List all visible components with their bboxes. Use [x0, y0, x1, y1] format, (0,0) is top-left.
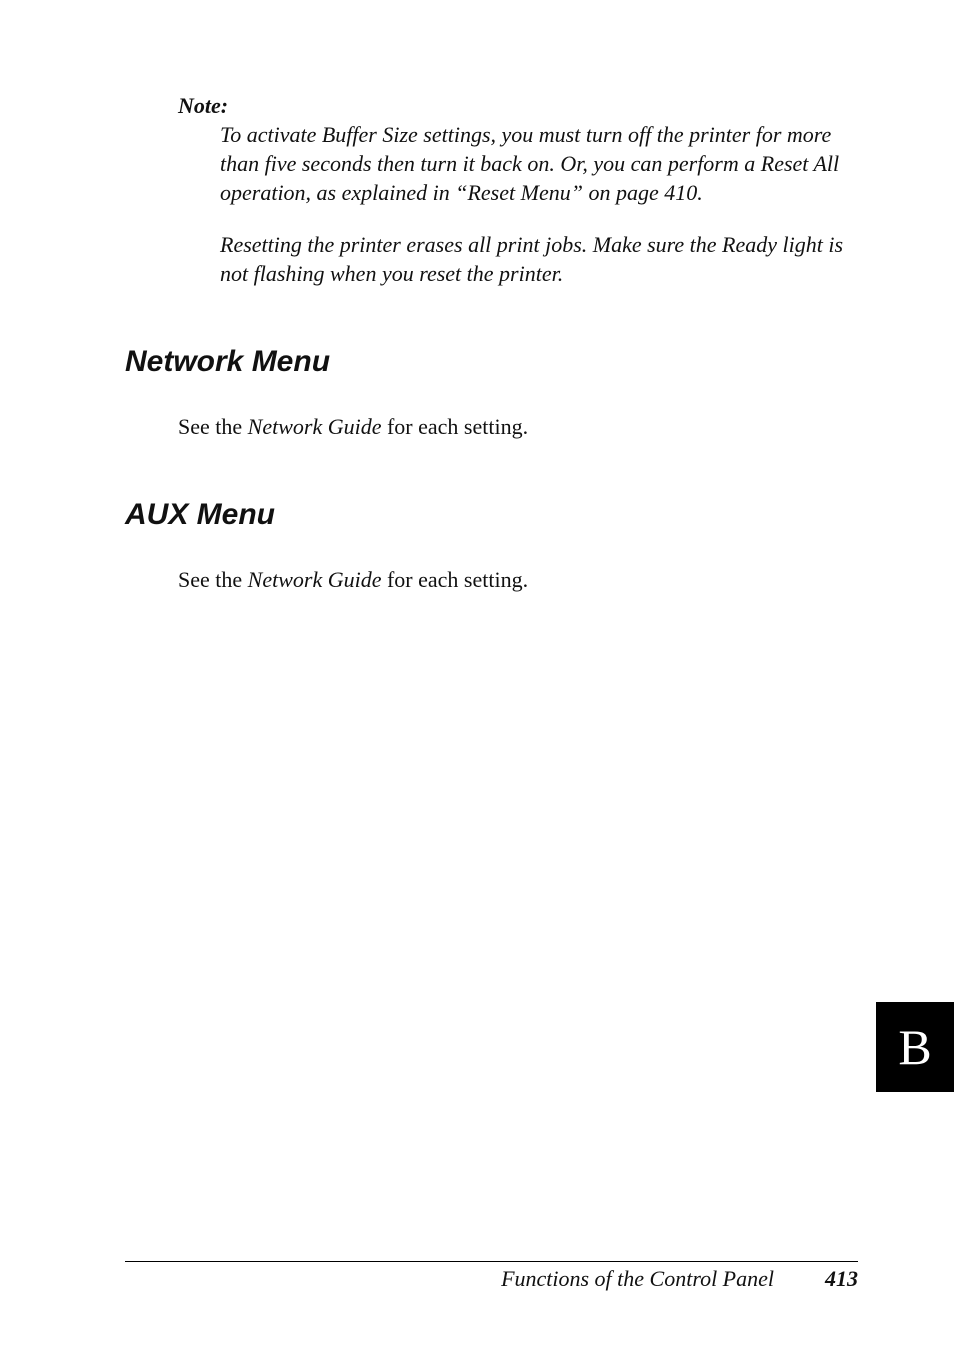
chapter-tab: B [876, 1002, 954, 1092]
note-paragraph: Resetting the printer erases all print jobs. Make sure the Ready light is not flashing when you reset the printer. [220, 232, 844, 286]
section-body-text [178, 566, 528, 594]
body-text-prefix: See the [178, 414, 248, 439]
section-heading-network-menu: Network Menu [125, 345, 331, 378]
footer-rule [125, 1261, 858, 1262]
page-number: 413 [825, 1266, 858, 1291]
body-text-suffix: for each setting. [381, 414, 529, 439]
footer-title: Functions of the Control Panel [501, 1266, 774, 1291]
network-guide-reference: Network Guide [247, 414, 382, 439]
network-guide-reference: Network Guide [247, 567, 382, 592]
body-text-suffix: for each setting. [381, 567, 529, 592]
section-body-text [178, 413, 528, 441]
note-paragraph: To activate Buffer Size settings, you must turn off the printer for more than five seconds then turn it back on. Or, you can perform a Reset All operation, as explained in “Reset Menu” on page 410. [220, 122, 840, 205]
note-label: Note: [178, 93, 229, 118]
body-text-prefix: See the [178, 567, 248, 592]
section-heading-aux-menu: AUX Menu [125, 498, 275, 531]
